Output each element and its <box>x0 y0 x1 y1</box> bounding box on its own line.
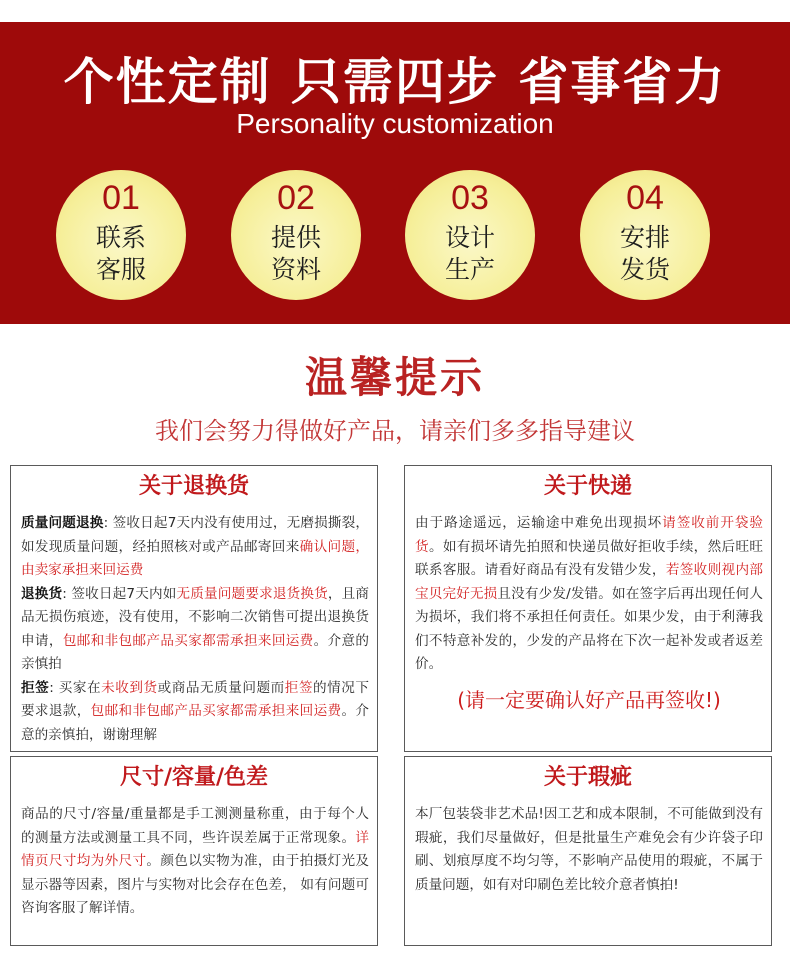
banner-title: 个性定制 只需四步 省事省力 <box>63 53 727 111</box>
step-label-line2: 发货 <box>619 255 670 284</box>
express-highlight: 若签收则视内部宝贝完好无损 <box>415 562 764 602</box>
step-number: 02 <box>277 179 315 217</box>
step-label-line2: 客服 <box>95 255 146 284</box>
customization-banner <box>0 22 790 324</box>
express-body <box>415 512 763 715</box>
express-highlight: 请签收前开袋验货 <box>415 515 764 555</box>
refuse-label: 拒签 <box>21 679 50 696</box>
step-provide-materials <box>231 170 361 300</box>
quality-return-label: 质量问题退换 <box>21 515 104 531</box>
refuse-highlight: 包邮和非包邮产品买家都需承担来回运费 <box>90 703 342 719</box>
size-highlight: 详情页尺寸均为外尺寸 <box>21 829 369 869</box>
size-text: 商品的尺寸/容量/重量都是手工测测量称重，由于每个人的测量方法或测量工具不同，些许误差属于正常现象。 <box>21 806 369 846</box>
step-label-line1: 设计 <box>444 223 495 252</box>
exchange-text: 。介意的亲慎拍 <box>21 632 370 672</box>
step-contact-service <box>56 170 186 300</box>
step-label-line1: 联系 <box>95 223 146 252</box>
refuse-text: 或商品无质量问题而 <box>157 679 285 696</box>
flaw-box <box>404 756 772 946</box>
banner-subtitle: Personality customization <box>236 108 554 139</box>
express-text: 由于路途遥远，运输途中难免出现损坏 <box>415 515 663 531</box>
exchange-highlight: 无质量问题要求退货换货 <box>176 585 328 602</box>
step-label-line1: 提供 <box>270 223 321 252</box>
tips-subtitle: 我们会努力得做好产品，请亲们多多指导建议 <box>155 417 635 445</box>
express-box <box>404 465 772 752</box>
returns-title: 关于退换货 <box>138 474 249 499</box>
refuse-highlight: 拒签 <box>284 679 314 696</box>
flaw-text: 本厂包装袋非艺术品!因工艺和成本限制，不可能做到没有瑕疵，我们尽量做好，但是批量生产难免会有少许袋子印刷、划痕厚度不均匀等，不影响产品使用的瑕疵，不属于质量问题，如有对印刷色差比较介意者慎拍! <box>415 806 763 893</box>
step-label <box>580 222 710 286</box>
exchange-text: : 签收日起7天内如 <box>62 585 177 602</box>
exchange-label: 退换货 <box>21 585 63 602</box>
size-box <box>10 756 378 946</box>
step-label <box>56 222 186 286</box>
step-number: 04 <box>626 179 664 217</box>
returns-body <box>21 512 369 747</box>
step-arrange-shipping <box>580 170 710 300</box>
size-text: 。颜色以实物为准，由于拍摄灯光及显示器等因素，图片与实物对比会存在色差， 如有问题可咨询客服了解详情。 <box>21 853 370 916</box>
tips-title: 温馨提示 <box>304 353 485 402</box>
express-title: 关于快递 <box>543 474 632 499</box>
flaw-body <box>415 803 763 897</box>
size-title: 尺寸/容量/色差 <box>119 765 269 790</box>
step-label-line1: 安排 <box>619 223 670 252</box>
step-number: 03 <box>451 179 489 217</box>
refuse-highlight: 未收到货 <box>101 679 158 696</box>
step-label-line2: 生产 <box>444 255 495 284</box>
step-number: 01 <box>102 179 140 217</box>
quality-return-text: : 签收日起7天内没有使用过，无磨损撕裂，如发现质量问题，经拍照核对或产品邮寄回来 <box>21 515 369 555</box>
returns-box <box>10 465 378 752</box>
exchange-text: ，且商品无损伤痕迹，没有使用，不影响二次销售可提出退换货申请， <box>21 585 370 649</box>
flaw-title: 关于瑕疵 <box>543 765 632 790</box>
express-notice: (请一定要确认好产品再签收!) <box>457 687 721 712</box>
exchange-highlight: 包邮和非包邮产品买家都需承担来回运费 <box>62 632 314 649</box>
size-body <box>21 803 369 921</box>
refuse-text: 的情况下要求退款， <box>21 679 370 719</box>
step-label <box>405 222 535 286</box>
step-label <box>231 222 361 286</box>
refuse-text: : 买家在 <box>49 679 102 696</box>
express-text: 。如有损坏请先拍照和快递员做好拒收手续，然后旺旺联系客服。请看好商品有没有发错少发， <box>415 538 764 578</box>
step-design-production <box>405 170 535 300</box>
express-text: 且没有少发/发错。如在签字后再出现任何人为损坏，我们将不承担任何责任。如果少发，由于利薄我们不特意补发的，少发的产品将在下次一起补发或者返差价。 <box>415 585 763 672</box>
quality-return-highlight: 确认问题，由卖家承担来回运费 <box>21 538 369 578</box>
step-label-line2: 资料 <box>270 255 321 284</box>
refuse-text: 。介意的亲慎拍，谢谢理解 <box>21 703 370 743</box>
